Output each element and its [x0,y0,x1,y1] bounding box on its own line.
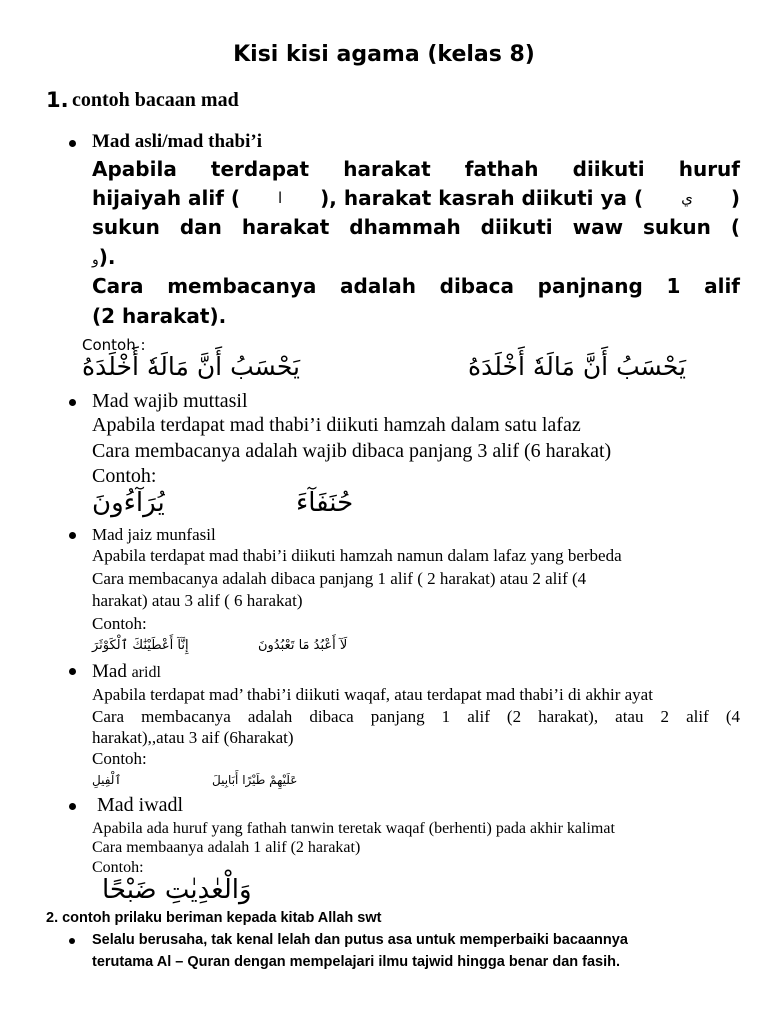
mad-jaiz-contoh: Contoh: [92,614,147,633]
mad-aridl-read-line2: harakat),,atau 3 aif (6harakat) [92,728,294,747]
mad-wajib-arabic-left: يُرَآءُونَ [92,488,165,518]
mad-iwadl-desc: Apabila ada huruf yang fathah tanwin teretak waqaf (berhenti) pada akhir kalimat [92,820,615,837]
mad-asli-desc-line2-b: ), harakat kasrah diikuti ya ( [320,186,644,210]
mad-aridl-contoh: Contoh: [92,749,147,768]
mad-aridl-arabic-right: عَلَيْهِمْ طَيْرًا أَبَابِيلَ [212,773,298,787]
mad-asli-read-line1: Cara membacanya adalah dibaca panjnang 1 alif [92,274,740,298]
bullet-section2 [69,938,75,944]
mad-iwadl-read: Cara membaanya adalah 1 alif (2 harakat) [92,839,361,856]
mad-jaiz-arabic-right: لَآ أَعْبُدُ مَا تَعْبُدُونَ [258,638,348,653]
mad-aridl-desc: Apabila terdapat mad’ thabi’i diikuti waqaf, atau terdapat mad thabi’i di akhir ayat [92,685,653,704]
mad-aridl-label [92,661,161,683]
mad-asli-label: Mad asli/mad thabi’i [92,131,262,152]
mad-wajib-contoh: Contoh: [92,465,157,487]
mad-aridl-arabic-left: ٱلْفِيلِ [92,773,122,787]
mad-jaiz-read-line1: Cara membacanya adalah dibaca panjang 1 alif ( 2 harakat) atau 2 alif (4 [92,569,587,588]
mad-asli-desc-line4-b: ). [98,245,116,269]
mad-wajib-label: Mad wajib muttasil [92,390,248,412]
mad-asli-desc-line3: sukun dan harakat dhammah diikuti waw sukun ( [92,215,740,239]
mad-iwadl-contoh: Contoh: [92,859,144,876]
mad-asli-desc-line2 [92,186,740,210]
waw-letter: و [92,252,99,268]
bullet-mad-asli [69,140,76,147]
mad-jaiz-read-line2: harakat) atau 3 alif ( 6 harakat) [92,591,303,610]
ya-letter: ي [681,189,693,207]
bullet-mad-iwadl [69,803,76,810]
mad-iwadl-arabic: وَالْعٰدِيٰتِ ضَبْحًا [102,875,252,905]
mad-aridl-label-small: aridl [131,664,161,681]
bullet-mad-jaiz [69,532,76,539]
mad-wajib-desc: Apabila terdapat mad thabi’i diikuti hamzah dalam satu lafaz [92,414,581,436]
mad-iwadl-label: Mad iwadl [97,794,184,816]
alif-letter: ا [278,189,283,207]
mad-jaiz-desc: Apabila terdapat mad thabi’i diikuti hamzah namun dalam lafaz yang berbeda [92,546,622,565]
mad-asli-desc-line4 [92,245,116,269]
mad-asli-read-line2: (2 harakat). [92,304,227,328]
mad-jaiz-label: Mad jaiz munfasil [92,525,216,544]
mad-wajib-arabic-right: حُنَفَآءَ [296,488,354,518]
mad-asli-arabic-right: يَحْسَبُ أَنَّ مَالَهٗ أَخْلَدَهُ [468,352,687,381]
mad-aridl-label-big: Mad [92,661,127,682]
mad-asli-arabic-left: يَحْسَبُ أَنَّ مَالَهٗ أَخْلَدَهُ [82,352,301,381]
bullet-mad-wajib [69,399,76,406]
mad-wajib-read: Cara membacanya adalah wajib dibaca panjang 3 alif (6 harakat) [92,440,612,462]
mad-asli-contoh: Contoh : [82,336,146,354]
section2-item-line1: Selalu berusaha, tak kenal lelah dan putus asa untuk memperbaiki bacaannya [92,932,628,948]
mad-asli-desc-line2-c: ) [730,186,740,210]
mad-jaiz-arabic-left: إِنَّآ أَعْطَيْنَٰكَ ٱلْكَوْثَرَ [92,638,189,653]
section2-item-line2: terutama Al – Quran dengan mempelajari ilmu tajwid hingga benar dan fasih. [92,954,621,970]
section2-heading: 2. contoh prilaku beriman kepada kitab Allah swt [46,910,382,926]
mad-aridl-read-line1: Cara membacanya adalah dibaca panjang 1 alif (2 harakat), atau 2 alif (4 [92,707,740,726]
page-title: Kisi kisi agama (kelas 8) [233,42,535,67]
bullet-mad-aridl [69,668,76,675]
mad-asli-desc-line1: Apabila terdapat harakat fathah diikuti huruf [92,157,740,181]
section-number: 1. [46,88,69,112]
section-heading: contoh bacaan mad [72,89,239,111]
mad-asli-desc-line2-a: hijaiyah alif ( [92,186,241,210]
